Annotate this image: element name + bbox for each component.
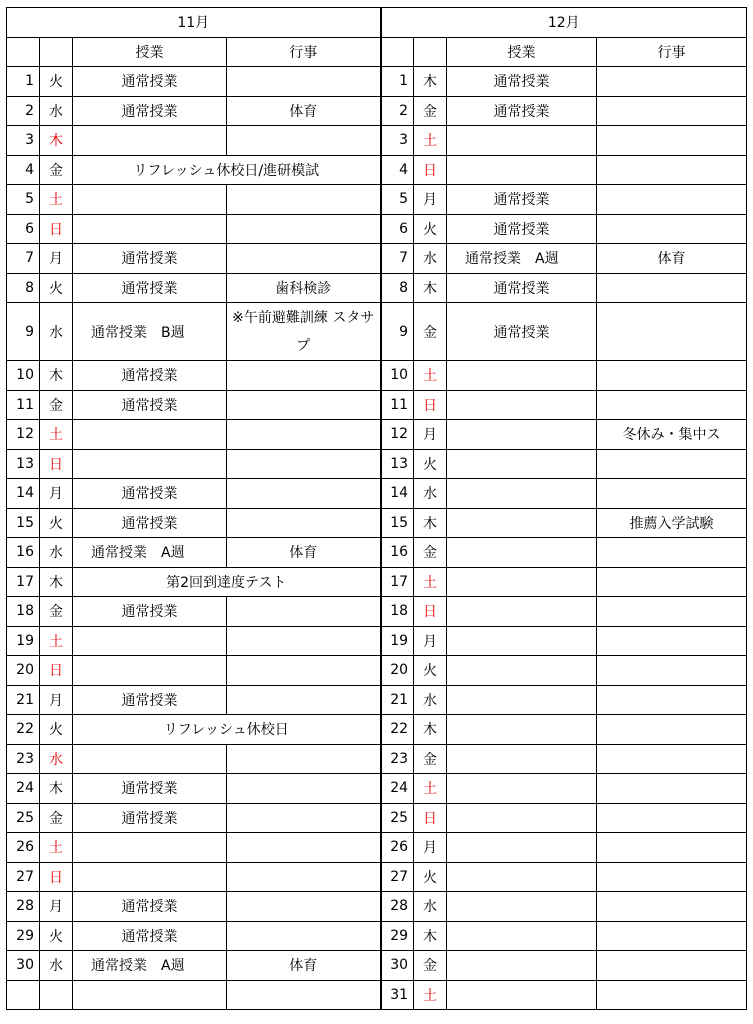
day-number: 27 <box>7 862 40 892</box>
weekday: 日 <box>40 449 73 479</box>
weekday: 日 <box>40 862 73 892</box>
class-cell <box>447 833 597 863</box>
weekday: 木 <box>40 126 73 156</box>
event-cell <box>597 567 747 597</box>
class-cell <box>447 892 597 922</box>
class-cell: 通常授業 B週 <box>73 303 227 361</box>
weekday: 木 <box>414 921 447 951</box>
event-cell <box>597 685 747 715</box>
day-number: 1 <box>381 67 414 97</box>
event-cell: 体育 <box>227 96 381 126</box>
day-number: 31 <box>381 980 414 1010</box>
class-cell <box>73 626 227 656</box>
event-cell <box>597 96 747 126</box>
day-number: 11 <box>7 390 40 420</box>
day-row <box>7 774 747 804</box>
class-cell <box>447 126 597 156</box>
class-cell <box>447 626 597 656</box>
event-cell <box>597 538 747 568</box>
class-cell: 通常授業 <box>447 214 597 244</box>
day-row <box>7 479 747 509</box>
class-cell: 通常授業 <box>73 803 227 833</box>
weekday: 月 <box>40 685 73 715</box>
weekday: 火 <box>414 449 447 479</box>
class-cell: 通常授業 <box>73 508 227 538</box>
event-cell <box>597 214 747 244</box>
event-cell <box>597 744 747 774</box>
event-cell: ※午前避難訓練 スタサプ <box>227 303 381 361</box>
class-cell <box>447 980 597 1010</box>
event-cell <box>597 892 747 922</box>
weekday: 木 <box>414 508 447 538</box>
class-cell <box>73 833 227 863</box>
day-number: 10 <box>381 361 414 391</box>
weekday: 金 <box>414 96 447 126</box>
day-row <box>7 126 747 156</box>
day-number: 20 <box>381 656 414 686</box>
day-number: 8 <box>7 273 40 303</box>
event-cell <box>227 685 381 715</box>
day-number: 1 <box>7 67 40 97</box>
day-row <box>7 892 747 922</box>
day-number: 21 <box>381 685 414 715</box>
day-row <box>7 155 747 185</box>
day-number: 4 <box>7 155 40 185</box>
day-row <box>7 361 747 391</box>
weekday: 水 <box>40 951 73 981</box>
day-number: 3 <box>381 126 414 156</box>
event-cell: 推薦入学試験 <box>597 508 747 538</box>
weekday: 日 <box>414 155 447 185</box>
month-title: 11月 <box>7 8 381 38</box>
day-row <box>7 214 747 244</box>
day-number: 23 <box>381 744 414 774</box>
day-number: 13 <box>7 449 40 479</box>
day-number: 2 <box>381 96 414 126</box>
class-cell <box>447 361 597 391</box>
day-number: 19 <box>381 626 414 656</box>
event-cell <box>227 921 381 951</box>
day-number: 22 <box>381 715 414 745</box>
class-cell: 通常授業 <box>73 921 227 951</box>
weekday: 火 <box>414 862 447 892</box>
weekday <box>40 980 73 1010</box>
event-cell <box>227 744 381 774</box>
weekday: 金 <box>414 744 447 774</box>
weekday: 火 <box>414 656 447 686</box>
day-number: 5 <box>381 185 414 215</box>
day-row <box>7 508 747 538</box>
weekday: 火 <box>40 715 73 745</box>
day-number: 15 <box>381 508 414 538</box>
weekday: 月 <box>414 626 447 656</box>
class-cell <box>73 185 227 215</box>
day-row <box>7 303 747 361</box>
class-cell <box>73 420 227 450</box>
event-cell: 冬休み・集中ス <box>597 420 747 450</box>
weekday: 金 <box>414 538 447 568</box>
day-number: 18 <box>381 597 414 627</box>
class-cell: 通常授業 <box>73 273 227 303</box>
weekday: 火 <box>40 921 73 951</box>
weekday: 水 <box>414 479 447 509</box>
month-title: 12月 <box>381 8 747 38</box>
event-cell <box>597 479 747 509</box>
class-cell <box>447 951 597 981</box>
weekday: 月 <box>414 185 447 215</box>
day-number: 4 <box>381 155 414 185</box>
day-number: 18 <box>7 597 40 627</box>
day-number: 24 <box>7 774 40 804</box>
class-cell <box>447 862 597 892</box>
class-cell: 通常授業 <box>73 244 227 274</box>
day-header <box>7 37 40 67</box>
weekday: 木 <box>414 715 447 745</box>
weekday: 月 <box>414 833 447 863</box>
merged-entry: リフレッシュ休校日 <box>73 715 381 745</box>
day-number: 13 <box>381 449 414 479</box>
day-number: 17 <box>7 567 40 597</box>
event-cell <box>227 656 381 686</box>
class-cell <box>447 656 597 686</box>
weekday: 金 <box>414 951 447 981</box>
weekday-header <box>40 37 73 67</box>
weekday: 木 <box>40 774 73 804</box>
event-cell <box>227 803 381 833</box>
event-cell <box>227 214 381 244</box>
event-cell <box>227 862 381 892</box>
event-cell: 歯科検診 <box>227 273 381 303</box>
day-row <box>7 390 747 420</box>
class-cell <box>447 803 597 833</box>
class-cell <box>447 567 597 597</box>
weekday: 金 <box>414 303 447 361</box>
merged-entry: 第2回到達度テスト <box>73 567 381 597</box>
weekday: 木 <box>414 273 447 303</box>
class-cell: 通常授業 <box>73 96 227 126</box>
day-number: 25 <box>381 803 414 833</box>
weekday: 金 <box>40 155 73 185</box>
weekday: 月 <box>40 244 73 274</box>
event-cell <box>597 774 747 804</box>
day-number: 26 <box>7 833 40 863</box>
weekday: 木 <box>414 67 447 97</box>
class-cell <box>447 538 597 568</box>
class-cell <box>447 420 597 450</box>
day-row <box>7 538 747 568</box>
class-cell: 通常授業 A週 <box>73 538 227 568</box>
event-cell <box>227 980 381 1010</box>
day-number: 29 <box>381 921 414 951</box>
weekday: 日 <box>414 390 447 420</box>
event-cell <box>597 273 747 303</box>
event-cell: 体育 <box>227 951 381 981</box>
day-number: 8 <box>381 273 414 303</box>
day-number: 26 <box>381 833 414 863</box>
weekday: 月 <box>40 892 73 922</box>
weekday: 木 <box>40 567 73 597</box>
event-cell <box>597 833 747 863</box>
weekday: 土 <box>414 774 447 804</box>
day-header <box>381 37 414 67</box>
event-cell <box>227 626 381 656</box>
event-cell <box>227 892 381 922</box>
weekday: 土 <box>40 626 73 656</box>
weekday: 水 <box>40 744 73 774</box>
event-cell <box>597 597 747 627</box>
event-cell <box>227 361 381 391</box>
day-number: 12 <box>381 420 414 450</box>
event-cell <box>597 626 747 656</box>
event-cell <box>227 390 381 420</box>
weekday: 水 <box>40 303 73 361</box>
event-cell <box>227 774 381 804</box>
event-cell <box>597 361 747 391</box>
day-row <box>7 744 747 774</box>
day-row <box>7 420 747 450</box>
weekday: 土 <box>414 361 447 391</box>
class-cell <box>447 449 597 479</box>
class-cell <box>447 685 597 715</box>
merged-entry: リフレッシュ休校日/進研模試 <box>73 155 381 185</box>
class-cell: 通常授業 <box>73 390 227 420</box>
weekday: 土 <box>40 185 73 215</box>
day-row <box>7 67 747 97</box>
weekday: 火 <box>414 214 447 244</box>
day-row <box>7 96 747 126</box>
class-cell <box>73 214 227 244</box>
event-cell <box>597 862 747 892</box>
day-number: 21 <box>7 685 40 715</box>
day-row <box>7 273 747 303</box>
class-cell: 通常授業 <box>73 597 227 627</box>
day-row <box>7 980 747 1010</box>
schedule-table <box>6 7 747 1010</box>
weekday: 水 <box>414 244 447 274</box>
day-number: 7 <box>7 244 40 274</box>
event-cell <box>597 715 747 745</box>
day-number: 23 <box>7 744 40 774</box>
day-row <box>7 803 747 833</box>
day-row <box>7 921 747 951</box>
class-header: 授業 <box>73 37 227 67</box>
class-cell: 通常授業 A週 <box>73 951 227 981</box>
event-cell: 体育 <box>597 244 747 274</box>
event-cell <box>227 508 381 538</box>
day-number: 24 <box>381 774 414 804</box>
event-cell <box>227 449 381 479</box>
event-cell <box>227 833 381 863</box>
weekday: 金 <box>40 390 73 420</box>
class-cell <box>447 744 597 774</box>
class-cell <box>447 921 597 951</box>
day-row <box>7 626 747 656</box>
class-cell: 通常授業 <box>73 479 227 509</box>
day-number: 19 <box>7 626 40 656</box>
class-cell: 通常授業 <box>447 96 597 126</box>
event-cell <box>227 420 381 450</box>
event-cell <box>597 390 747 420</box>
class-cell: 通常授業 <box>447 67 597 97</box>
class-cell <box>447 390 597 420</box>
event-cell <box>597 980 747 1010</box>
day-row <box>7 567 747 597</box>
class-cell: 通常授業 <box>447 185 597 215</box>
class-cell <box>447 774 597 804</box>
weekday: 土 <box>40 833 73 863</box>
class-cell: 通常授業 <box>73 67 227 97</box>
day-number: 30 <box>381 951 414 981</box>
class-cell <box>447 597 597 627</box>
day-row <box>7 185 747 215</box>
column-header-row <box>7 37 747 67</box>
day-number: 28 <box>381 892 414 922</box>
class-cell <box>73 126 227 156</box>
weekday: 金 <box>40 597 73 627</box>
day-row <box>7 244 747 274</box>
event-cell <box>227 597 381 627</box>
event-cell <box>597 449 747 479</box>
day-number: 20 <box>7 656 40 686</box>
day-number: 27 <box>381 862 414 892</box>
event-cell <box>597 67 747 97</box>
day-number: 5 <box>7 185 40 215</box>
day-number: 9 <box>381 303 414 361</box>
class-cell: 通常授業 A週 <box>447 244 597 274</box>
weekday: 土 <box>414 567 447 597</box>
event-cell <box>227 479 381 509</box>
class-cell: 通常授業 <box>447 303 597 361</box>
class-cell <box>73 656 227 686</box>
day-number: 22 <box>7 715 40 745</box>
day-number: 14 <box>7 479 40 509</box>
event-cell <box>597 185 747 215</box>
event-header: 行事 <box>597 37 747 67</box>
day-number: 30 <box>7 951 40 981</box>
weekday: 水 <box>40 96 73 126</box>
event-cell <box>227 244 381 274</box>
day-row <box>7 715 747 745</box>
event-cell <box>227 126 381 156</box>
class-cell <box>447 479 597 509</box>
day-number: 16 <box>381 538 414 568</box>
weekday: 水 <box>40 538 73 568</box>
day-row <box>7 597 747 627</box>
class-cell: 通常授業 <box>73 774 227 804</box>
day-number: 9 <box>7 303 40 361</box>
day-row <box>7 656 747 686</box>
event-cell <box>597 155 747 185</box>
event-cell <box>597 951 747 981</box>
day-number: 6 <box>7 214 40 244</box>
weekday: 日 <box>414 597 447 627</box>
day-number: 10 <box>7 361 40 391</box>
event-cell <box>597 803 747 833</box>
event-cell <box>597 921 747 951</box>
class-cell: 通常授業 <box>73 361 227 391</box>
class-cell <box>73 862 227 892</box>
event-cell <box>597 656 747 686</box>
weekday: 木 <box>40 361 73 391</box>
day-row <box>7 833 747 863</box>
class-cell <box>447 155 597 185</box>
day-row <box>7 951 747 981</box>
day-number: 25 <box>7 803 40 833</box>
weekday: 日 <box>40 656 73 686</box>
event-cell: 体育 <box>227 538 381 568</box>
class-cell: 通常授業 <box>73 892 227 922</box>
day-number: 28 <box>7 892 40 922</box>
class-cell <box>73 744 227 774</box>
event-cell <box>597 303 747 361</box>
day-number: 7 <box>381 244 414 274</box>
event-header: 行事 <box>227 37 381 67</box>
day-number: 11 <box>381 390 414 420</box>
day-number: 2 <box>7 96 40 126</box>
weekday: 土 <box>414 980 447 1010</box>
class-cell <box>447 715 597 745</box>
day-row <box>7 449 747 479</box>
weekday: 水 <box>414 685 447 715</box>
event-cell <box>597 126 747 156</box>
weekday: 火 <box>40 273 73 303</box>
weekday: 火 <box>40 508 73 538</box>
weekday: 火 <box>40 67 73 97</box>
day-row <box>7 685 747 715</box>
weekday: 日 <box>414 803 447 833</box>
day-number: 3 <box>7 126 40 156</box>
month-title-row <box>7 8 747 38</box>
class-cell <box>447 508 597 538</box>
day-row <box>7 862 747 892</box>
weekday-header <box>414 37 447 67</box>
weekday: 金 <box>40 803 73 833</box>
weekday: 月 <box>40 479 73 509</box>
class-cell: 通常授業 <box>73 685 227 715</box>
class-cell: 通常授業 <box>447 273 597 303</box>
class-cell <box>73 449 227 479</box>
day-number: 16 <box>7 538 40 568</box>
weekday: 土 <box>414 126 447 156</box>
weekday: 土 <box>40 420 73 450</box>
day-number: 12 <box>7 420 40 450</box>
day-number: 29 <box>7 921 40 951</box>
event-cell <box>227 67 381 97</box>
day-number: 6 <box>381 214 414 244</box>
class-cell <box>73 980 227 1010</box>
weekday: 月 <box>414 420 447 450</box>
class-header: 授業 <box>447 37 597 67</box>
event-cell <box>227 185 381 215</box>
weekday: 日 <box>40 214 73 244</box>
weekday: 水 <box>414 892 447 922</box>
day-number: 14 <box>381 479 414 509</box>
day-number: 17 <box>381 567 414 597</box>
day-number <box>7 980 40 1010</box>
day-number: 15 <box>7 508 40 538</box>
